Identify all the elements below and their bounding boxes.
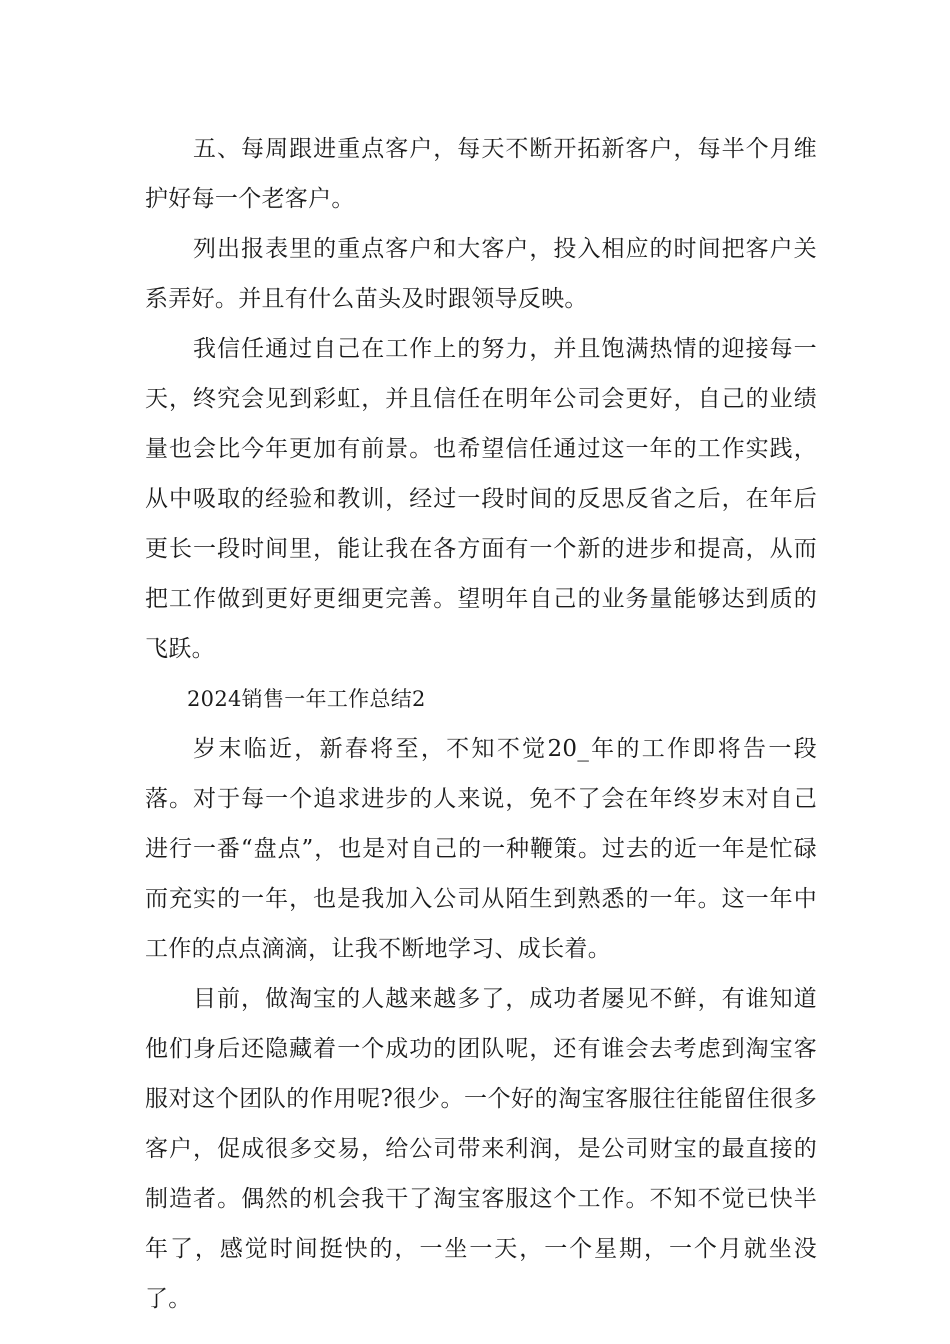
paragraph-4: 岁末临近，新春将至，不知不觉20_年的工作即将告一段落。对于每一个追求进步的人来说，免不了会在年终岁末对自己进行一番“盘点”，也是对自己的一种鞭策。过去的近一年是忙碌而充实的一年，也是我加入公司从陌生到熟悉的一年。这一年中工作的点点滴滴，让我不断地学习、成长着。 — [145, 736, 817, 962]
document-body — [145, 124, 817, 1324]
paragraph-5: 目前，做淘宝的人越来越多了，成功者屡见不鲜，有谁知道他们身后还隐藏着一个成功的团队呢，还有谁会去考虑到淘宝客服对这个团队的作用呢?很少。一个好的淘宝客服往往能留住很多客户，促成很多交易，给公司带来利润，是公司财宝的最直接的制造者。偶然的机会我干了淘宝客服这个工作。不知不觉已快半年了，感觉时间挺快的，一坐一天，一个星期，一个月就坐没了。 — [145, 986, 817, 1312]
paragraph-1: 五、每周跟进重点客户，每天不断开拓新客户，每半个月维护好每一个老客户。 — [145, 136, 817, 212]
paragraph-2: 列出报表里的重点客户和大客户，投入相应的时间把客户关系弄好。并且有什么苗头及时跟领导反映。 — [145, 236, 817, 312]
paragraph-3: 我信任通过自己在工作上的努力，并且饱满热情的迎接每一天，终究会见到彩虹，并且信任在明年公司会更好，自己的业绩量也会比今年更加有前景。也希望信任通过这一年的工作实践，从中吸取的经验和教训，经过一段时间的反思反省之后，在年后更长一段时间里，能让我在各方面有一个新的进步和提高，从而把工作做到更好更细更完善。望明年自己的业务量能够达到质的飞跃。 — [145, 336, 817, 662]
section-heading: 2024销售一年工作总结2 — [187, 687, 426, 711]
